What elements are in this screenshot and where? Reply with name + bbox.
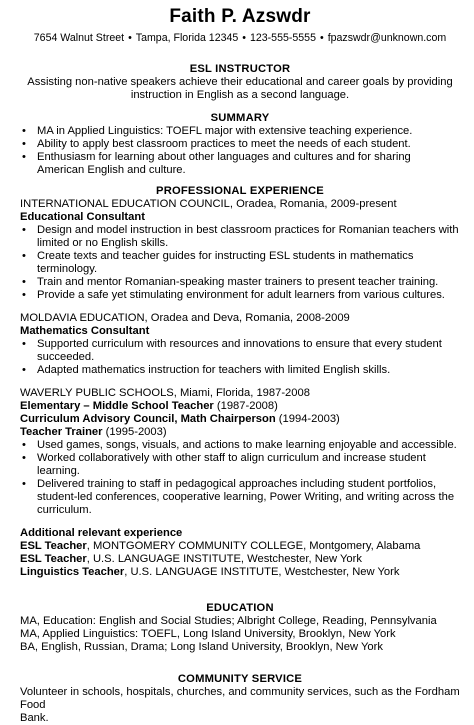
job-role-line [20,413,460,426]
street-address: 7654 Walnut Street [33,32,125,44]
additional-role: Linguistics Teacher [20,566,125,578]
job-role-years: (1987-2008) [213,400,278,412]
job-duties-list [20,338,460,377]
job-role: Teacher Trainer [20,426,103,438]
education-entry: BA, English, Russian, Drama; Long Island University, Brooklyn, New York [20,641,383,653]
duty-text: Adapted mathematics instruction for teachers with limited English skills. [37,364,391,376]
job-role: Curriculum Advisory Council, Math Chairperson [20,413,276,425]
bullet-icon: • [22,478,26,490]
job-role: Mathematics Consultant [20,325,150,337]
bullet-icon: • [22,364,26,376]
additional-detail: , MONTGOMERY COMMUNITY COLLEGE, Montgomery, Alabama [86,540,421,552]
community-service-line-1: Volunteer in schools, hospitals, churches, and community services, such as the Fordham Food [20,686,460,711]
duty-text: Delivered training to staff in pedagogical approaches including student portfolios, student-led conferences, cooperative learning, Power Writing, and writing across the curriculum. [37,478,455,516]
bullet-icon: • [22,439,26,451]
summary-item-text: Enthusiasm for learning about other languages and cultures and for sharing American English and culture. [37,151,411,176]
phone-number: 123-555-5555 [249,32,316,44]
community-service-line-2: Bank. [20,712,49,724]
additional-detail: , U.S. LANGUAGE INSTITUTE, Westchester, New York [124,566,400,578]
separator-dot: • [128,32,132,44]
bullet-icon: • [22,289,26,301]
list-item [20,224,460,250]
bullet-icon: • [22,338,26,350]
community-service-heading: COMMUNITY SERVICE [177,673,303,685]
list-item [20,250,460,276]
job-role-years: (1994-2003) [275,413,340,425]
separator-dot: • [319,32,324,44]
duty-text: Used games, songs, visuals, and actions to make learning enjoyable and accessible. [37,439,457,451]
additional-entry [20,553,460,566]
job-entry [20,312,460,377]
job-role: Educational Consultant [20,211,145,223]
job-organization: WAVERLY PUBLIC SCHOOLS, Miami, Florida, 1987-2008 [20,387,310,399]
summary-list [20,125,460,177]
summary-item-text: MA in Applied Linguistics: TOEFL major with extensive teaching experience. [37,125,413,137]
bullet-icon: • [22,125,26,137]
email-address: fpazswdr@unknown.com [327,32,447,44]
additional-role: ESL Teacher [20,553,87,565]
list-item [20,151,460,177]
job-entry [20,387,460,517]
job-entry [20,198,460,302]
job-duties-list [20,224,460,302]
duty-text: Design and model instruction in best classroom practices for Romanian teachers with limited or no English skills. [37,224,459,249]
list-item [20,364,460,377]
summary-item-text: Ability to apply best classroom practices to meet the needs of each student. [37,138,411,150]
list-item [20,125,460,138]
education-heading: EDUCATION [206,602,274,614]
list-item [20,138,460,151]
job-role-years: (1995-2003) [102,426,167,438]
job-role-line [20,400,460,413]
job-duties-list [20,439,460,517]
objective-line-1: Assisting non-native speakers achieve their educational and career goals by providing [27,76,453,88]
job-organization: MOLDAVIA EDUCATION, Oradea and Deva, Romania, 2008-2009 [20,312,350,324]
candidate-name: Faith P. Azswdr [169,6,311,27]
list-item [20,289,460,302]
experience-heading: PROFESSIONAL EXPERIENCE [156,185,324,197]
bullet-icon: • [22,151,26,163]
duty-text: Provide a safe yet stimulating environment for adult learners from various cultures. [37,289,445,301]
city-state-zip: Tampa, Florida 12345 [135,32,239,44]
duty-text: Worked collaboratively with other staff to align curriculum and increase student learning. [37,452,426,477]
education-entry: MA, Applied Linguistics: TOEFL, Long Island University, Brooklyn, New York [20,628,396,640]
additional-role: ESL Teacher [20,540,87,552]
list-item [20,439,460,452]
bullet-icon: • [22,250,26,262]
job-role-line [20,426,460,439]
objective-line-2: instruction in English as a second language. [130,89,350,101]
contact-line [20,32,460,45]
additional-detail: , U.S. LANGUAGE INSTITUTE, Westchester, New York [86,553,362,565]
bullet-icon: • [22,138,26,150]
objective-heading: ESL INSTRUCTOR [189,63,291,75]
bullet-icon: • [22,452,26,464]
list-item [20,338,460,364]
summary-heading: SUMMARY [210,112,270,124]
bullet-icon: • [22,224,26,236]
additional-experience [20,527,460,579]
additional-entry [20,540,460,553]
job-organization: INTERNATIONAL EDUCATION COUNCIL, Oradea, Romania, 2009-present [20,198,397,210]
bullet-icon: • [22,276,26,288]
separator-dot: • [242,32,246,44]
list-item [20,478,460,517]
list-item [20,452,460,478]
duty-text: Train and mentor Romanian-speaking master trainers to present teacher training. [37,276,439,288]
list-item [20,276,460,289]
education-entry: MA, Education: English and Social Studies; Albright College, Reading, Pennsylvania [20,615,437,627]
additional-entry [20,566,460,579]
duty-text: Create texts and teacher guides for instructing ESL students in mathematics terminology. [37,250,414,275]
duty-text: Supported curriculum with resources and innovations to ensure that every student succeeded. [37,338,442,363]
additional-experience-heading: Additional relevant experience [20,527,183,539]
job-role: Elementary – Middle School Teacher [20,400,214,412]
